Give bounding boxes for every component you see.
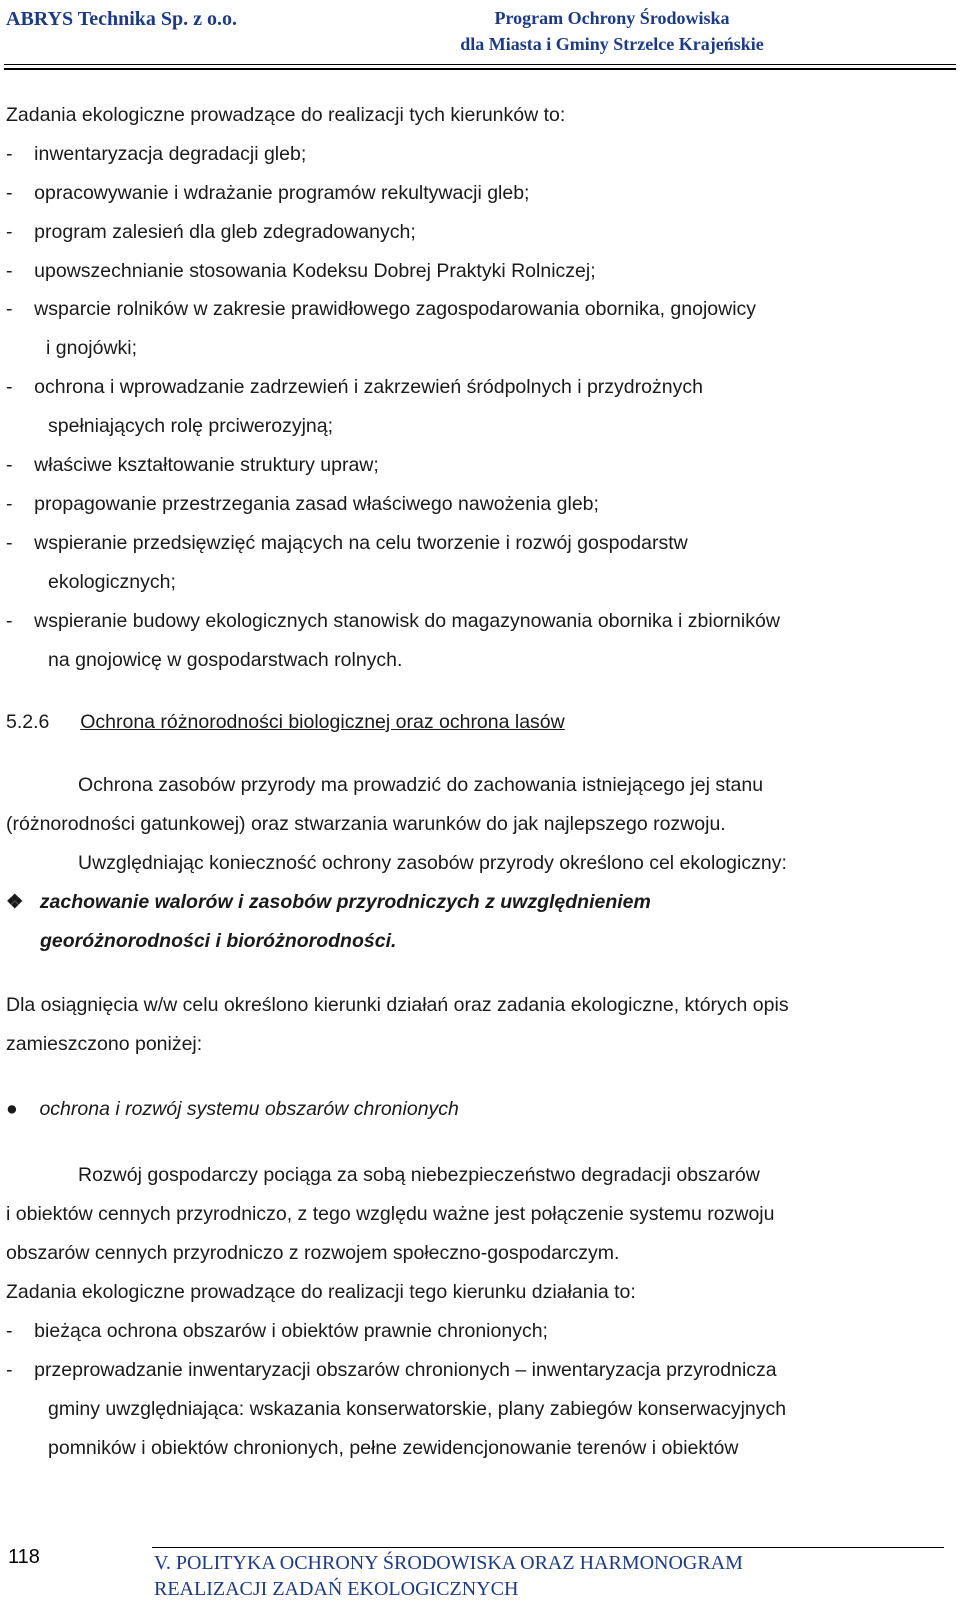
paragraph-line: Uwzględniając konieczność ochrony zasobów przyrody określono cel ekologiczny:: [78, 852, 787, 874]
list-item: - właściwe kształtowanie struktury upraw;: [6, 454, 379, 476]
list-item: - opracowywanie i wdrażanie programów rekultywacji gleb;: [6, 182, 530, 204]
header-rule-thick: [4, 68, 956, 70]
list-item: - inwentaryzacja degradacji gleb;: [6, 143, 307, 165]
chapter-title-line2: REALIZACJI ZADAŃ EKOLOGICZNYCH: [154, 1578, 519, 1600]
paragraph-line: i obiektów cennych przyrodniczo, z tego względu ważne jest połączenie systemu rozwoju: [6, 1203, 775, 1225]
section-title: Ochrona różnorodności biologicznej oraz ochrona lasów: [80, 711, 565, 733]
paragraph-line: Ochrona zasobów przyrody ma prowadzić do zachowania istniejącego jej stanu: [78, 774, 764, 796]
tasks-intro: Zadania ekologiczne prowadzące do realizacji tych kierunków to:: [6, 104, 566, 126]
list-item: - upowszechnianie stosowania Kodeksu Dobrej Praktyki Rolniczej;: [6, 260, 596, 282]
list-item-continuation: ekologicznych;: [48, 571, 176, 593]
program-title: [412, 5, 812, 57]
list-item: - ochrona i wprowadzanie zadrzewień i zakrzewień śródpolnych i przydrożnych: [6, 376, 703, 398]
paragraph-line: Dla osiągnięcia w/w celu określono kierunki działań oraz zadania ekologiczne, których opis: [6, 994, 789, 1016]
section-heading: [6, 710, 565, 734]
chapter-title: [154, 1550, 743, 1602]
direction-bullet: ● ochrona i rozwój systemu obszarów chronionych: [6, 1098, 459, 1120]
paragraph-line: obszarów cennych przyrodniczo z rozwojem społeczno-gospodarczym.: [6, 1242, 620, 1264]
list-item: - wspieranie przedsięwzięć mających na celu tworzenie i rozwój gospodarstw: [6, 532, 688, 554]
section-number: 5.2.6: [6, 711, 50, 733]
page-number: 118: [8, 1546, 40, 1568]
list-item: - wspieranie budowy ekologicznych stanowisk do magazynowania obornika i zbiorników: [6, 610, 780, 632]
list-item: - bieżąca ochrona obszarów i obiektów prawnie chronionych;: [6, 1320, 548, 1342]
list-item-continuation: pomników i obiektów chronionych, pełne zewidencjonowanie terenów i obiektów: [48, 1437, 739, 1459]
paragraph-line: (różnorodności gatunkowej) oraz stwarzania warunków do jak najlepszego rozwoju.: [6, 813, 726, 835]
chapter-title-line1: V. POLITYKA OCHRONY ŚRODOWISKA ORAZ HARMONOGRAM: [154, 1552, 743, 1574]
list-item: - propagowanie przestrzegania zasad właściwego nawożenia gleb;: [6, 493, 599, 515]
list-item-continuation: i gnojówki;: [46, 337, 138, 359]
list-item: - przeprowadzanie inwentaryzacji obszarów chronionych – inwentaryzacja przyrodnicza: [6, 1359, 777, 1381]
list-item-continuation: gminy uwzględniająca: wskazania konserwatorskie, plany zabiegów konserwacyjnych: [48, 1398, 787, 1420]
paragraph-line: zamieszczono poniżej:: [6, 1033, 203, 1055]
paragraph-line: Rozwój gospodarczy pociąga za sobą niebezpieczeństwo degradacji obszarów: [78, 1164, 760, 1186]
footer-rule: [152, 1547, 944, 1548]
list-item-continuation: spełniających rolę prciwerozyjną;: [48, 415, 334, 437]
list-item: - wsparcie rolników w zakresie prawidłowego zagospodarowania obornika, gnojowicy: [6, 298, 757, 320]
bullet-dot-icon: ●: [6, 1098, 40, 1120]
header-rule-thin: [4, 64, 956, 65]
company-name: ABRYS Technika Sp. z o.o.: [6, 8, 238, 30]
program-title-line2: dla Miasta i Gminy Strzelce Krajeńskie: [460, 34, 764, 54]
ecological-goal: ❖ zachowanie walorów i zasobów przyrodniczych z uwzględnieniem: [6, 891, 651, 913]
list-item-continuation: na gnojowicę w gospodarstwach rolnych.: [48, 649, 403, 671]
list-item: - program zalesień dla gleb zdegradowanych;: [6, 221, 416, 243]
ecological-goal-continuation: georóżnorodności i bioróżnorodności.: [40, 930, 397, 952]
tasks-intro-2: Zadania ekologiczne prowadzące do realizacji tego kierunku działania to:: [6, 1281, 636, 1303]
program-title-line1: Program Ochrony Środowiska: [494, 8, 730, 28]
diamond-bullet-icon: ❖: [6, 891, 40, 913]
